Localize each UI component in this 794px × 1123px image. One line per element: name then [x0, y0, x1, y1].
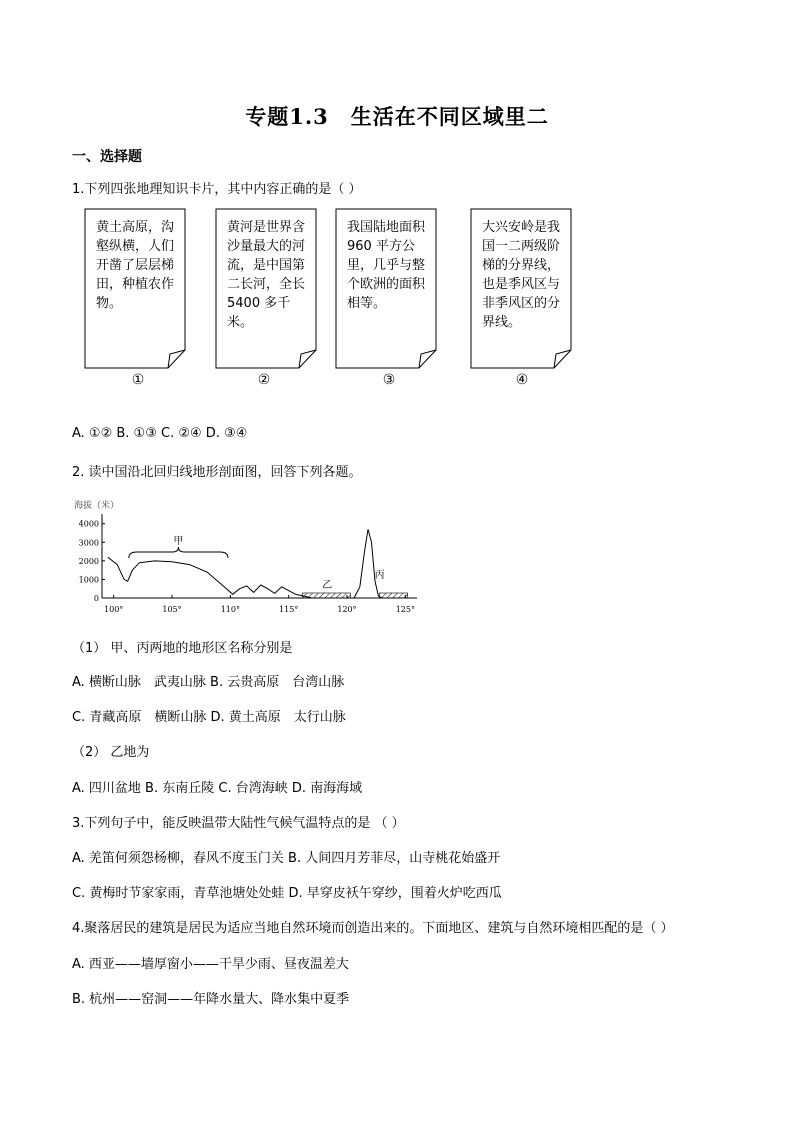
question-4-stem: 4.聚落居民的建筑是居民为适应当地自然环境而创造出来的。下面地区、建筑与自然环境相匹配的是（ ）: [72, 921, 674, 936]
question-3-stem: 3.下列句子中，能反映温带大陆性气候气温特点的是 （ ）: [72, 816, 405, 831]
question-4-option-b: B. 杭州——窑洞——年降水量大、降水集中夏季: [72, 992, 350, 1007]
chart-svg: [72, 494, 422, 620]
label-jia: 甲: [173, 536, 184, 547]
card-text: 黄河是世界含沙量最大的河流，是中国第二长河，全长 5400 多千米。: [227, 220, 306, 330]
question-2-sub2: （2） 乙地为: [72, 745, 150, 760]
x-tick-label: 115°: [279, 605, 299, 614]
sea-area-east: [380, 593, 408, 598]
x-tick-label: 100°: [104, 605, 124, 614]
knowledge-card-4: [470, 208, 572, 368]
question-3-options-cd: C. 黄梅时节家家雨，青草池塘处处蛙 D. 早穿皮袄午穿纱，围着火炉吃西瓜: [72, 886, 502, 901]
label-bing: 丙: [374, 570, 385, 581]
y-tick-label: 4000: [78, 519, 99, 529]
card-number-1: ①: [131, 372, 145, 388]
section-heading: 一、选择题: [72, 149, 142, 165]
question-2-sub1: （1） 甲、丙两地的地形区名称分别是: [72, 641, 293, 656]
terrain-profile-line: [108, 529, 406, 598]
y-tick-label: 2000: [78, 556, 99, 566]
y-tick-label: 0: [93, 594, 99, 603]
card-number-2: ②: [257, 372, 271, 388]
question-2-sub1-options-ab: A. 横断山脉 武夷山脉 B. 云贵高原 台湾山脉: [72, 675, 345, 690]
x-tick-label: 120°: [337, 605, 357, 614]
question-1-stem: 1.下列四张地理知识卡片，其中内容正确的是（ ）: [72, 182, 362, 197]
question-2-sub2-options: A. 四川盆地 B. 东南丘陵 C. 台湾海峡 D. 南海海域: [72, 781, 363, 796]
question-3-options-ab: A. 羌笛何须怨杨柳，春风不度玉门关 B. 人间四月芳菲尽，山寺桃花始盛开: [72, 851, 501, 866]
label-yi: 乙: [322, 580, 333, 591]
question-2-stem: 2. 读中国沿北回归线地形剖面图，回答下列各题。: [72, 465, 362, 480]
x-tick-label: 125°: [395, 605, 415, 614]
x-tick-label: 105°: [162, 605, 182, 614]
card-number-4: ④: [515, 372, 529, 388]
knowledge-card-1: [84, 208, 186, 368]
terrain-profile-chart: [72, 494, 422, 620]
page-title: 专题1.3 生活在不同区域里二: [245, 104, 549, 129]
question-2-sub1-options-cd: C. 青藏高原 横断山脉 D. 黄土高原 太行山脉: [72, 710, 346, 725]
question-1-options: A. ①② B. ①③ C. ②④ D. ③④: [72, 426, 248, 441]
y-tick-label: 1000: [78, 575, 99, 585]
knowledge-card-2: [215, 208, 317, 368]
y-axis-label: 海拔（米）: [74, 501, 120, 511]
card-number-3: ③: [382, 372, 396, 388]
card-text: 我国陆地面积 960 平方公里，几乎与整个欧洲的面积相等。: [347, 220, 426, 311]
card-text: 黄土高原，沟壑纵横，人们开凿了层层梯田，种植农作物。: [96, 220, 175, 311]
knowledge-card-3: [335, 208, 437, 368]
brace-jia: [129, 547, 228, 558]
question-4-option-a: A. 西亚——墙厚窗小——干旱少雨、昼夜温差大: [72, 957, 349, 972]
y-tick-label: 3000: [78, 538, 99, 548]
x-tick-label: 110°: [220, 605, 240, 614]
card-text: 大兴安岭是我国一二两级阶梯的分界线，也是季风区与非季风区的分界线。: [482, 220, 561, 330]
